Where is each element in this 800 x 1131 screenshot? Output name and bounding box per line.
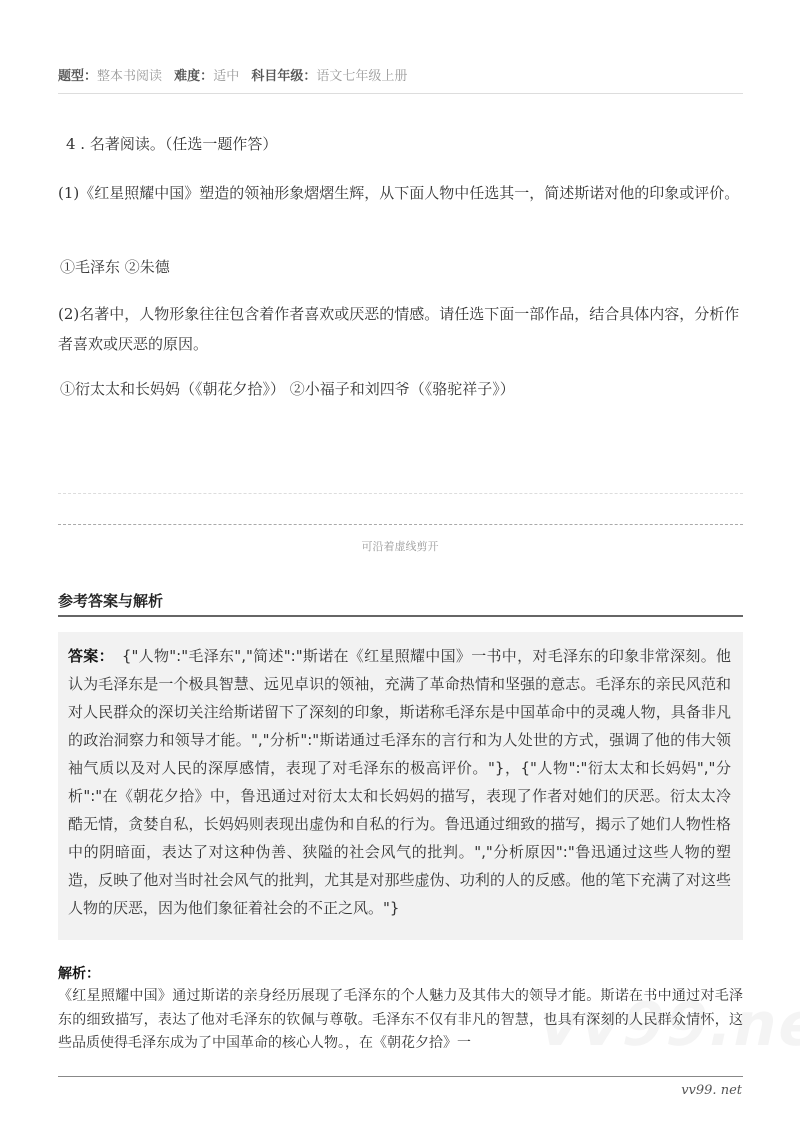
cut-note: 可沿着虚线剪开 (361, 540, 439, 553)
cut-dashed-line (58, 524, 743, 525)
answer-section-title: 参考答案与解析 (58, 592, 164, 610)
question-part2-prompt: (2)名著中，人物形象往往包含着作者喜欢或厌恶的情感。请任选下面一部作品，结合具体内容，分析作者喜欢或厌恶的原因。 (58, 305, 740, 353)
answer-space-dashed-line (58, 493, 743, 494)
question-part1-options: ①毛泽东 ②朱德 (60, 258, 170, 276)
question-part2-options: ①衍太太和长妈妈（《朝花夕拾》） ②小福子和刘四爷（《骆驼祥子》） (60, 380, 515, 398)
question-meta-bar (58, 65, 748, 85)
answer-section-divider (58, 615, 743, 617)
difficulty-value: 适中 (213, 69, 240, 84)
subject-value: 语文七年级上册 (316, 69, 408, 84)
watermark (533, 990, 800, 1060)
footer-site-link[interactable]: vv99. net (681, 1083, 742, 1098)
header-divider (58, 93, 743, 94)
question-title: 4 . 名著阅读。（任选一题作答） (66, 135, 278, 153)
analysis-text: 《红星照耀中国》通过斯诺的亲身经历展现了毛泽东的个人魅力及其伟大的领导才能。斯诺在书中通过对毛泽东的细致描写，表达了他对毛泽东的钦佩与尊敬。毛泽东不仅有非凡的智慧，也具有深刻的人民群众情怀，这些品质使得毛泽东成为了中国革命的核心人物。，在《朝花夕拾》一 (58, 988, 743, 1051)
type-label: 题型： (58, 69, 98, 84)
answer-label: 答案： (68, 647, 114, 665)
type-value: 整本书阅读 (97, 69, 163, 84)
footer-divider (58, 1076, 743, 1077)
difficulty-label: 难度： (174, 69, 214, 84)
answer-text: {"人物":"毛泽东","简述":"斯诺在《红星照耀中国》一书中，对毛泽东的印象非常深刻。他认为毛泽东是一个极具智慧、远见卓识的领袖，充满了革命热情和坚强的意志。毛泽东的亲民风范和对人民群众的深切关注给斯诺留下了深刻的印象，斯诺称毛泽东是中国革命中的灵魂人物，具备非凡的政治洞察力和领导才能。","分析":"斯诺通过毛泽东的言行和为人处世的方式，强调了他的伟大领袖气质以及对人民的深厚感情，表现了对毛泽东的极高评价。"}，{"人物":"衍太太和长妈妈","分析":"在《朝花夕拾》中，鲁迅通过对衍太太和长妈妈的描写，表现了作者对她们的厌恶。衍太太冷酷无情，贪婪自私，长妈妈则表现出虚伪和自私的行为。鲁迅通过细致的描写，揭示了她们人物性格中的阴暗面，表达了对这种伪善、狭隘的社会风气的批判。","分析原因":"鲁迅通过这些人物的塑造，反映了他对当时社会风气的批判，尤其是对那些虚伪、功利的人的反感。他的笔下充满了对这些人物的厌恶，因为他们象征着社会的不正之风。"} (68, 647, 731, 917)
subject-label: 科目年级： (251, 69, 317, 84)
answer-content (68, 642, 731, 922)
answer-box (58, 632, 743, 940)
analysis-label: 解析： (58, 966, 100, 982)
question-part1-prompt: (1)《红星照耀中国》塑造的领袖形象熠熠生辉，从下面人物中任选其一，简述斯诺对他的印象或评价。 (58, 184, 740, 202)
